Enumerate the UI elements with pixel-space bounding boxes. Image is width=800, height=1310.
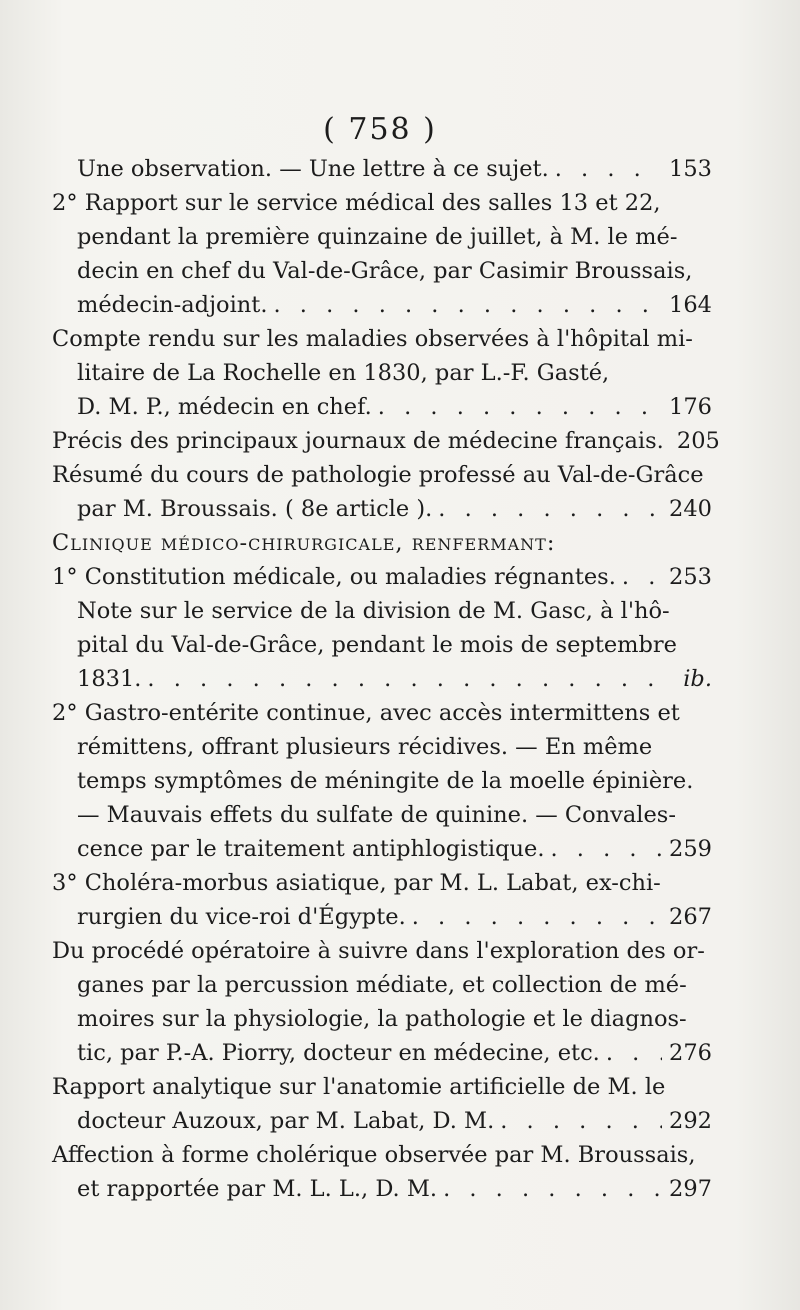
- toc-entry: [52, 934, 712, 1070]
- entry-text: litaire de La Rochelle en 1830, par L.-F. Gasté,: [77, 360, 610, 386]
- entry-text: 3° Choléra-morbus asiatique, par M. L. Labat, ex-chi-: [52, 870, 661, 896]
- entry-text: pendant la première quinzaine de juillet, à M. le mé-: [77, 224, 678, 250]
- entry-text: 1° Constitution médicale, ou maladies régnantes.: [52, 564, 616, 590]
- entry-page-number: 176: [669, 394, 712, 420]
- toc-entry: [52, 560, 712, 594]
- dot-leader: [378, 390, 662, 424]
- dot-leader: [438, 492, 662, 526]
- entry-page-number: 259: [669, 836, 712, 862]
- entry-page-number: 267: [669, 904, 712, 930]
- entry-text: moires sur la physiologie, la pathologie et le diagnos-: [77, 1006, 687, 1032]
- toc-entry: [52, 458, 712, 526]
- entry-text: tic, par P.-A. Piorry, docteur en médecine, etc.: [77, 1040, 600, 1066]
- dot-leader: [622, 560, 662, 594]
- entry-text: par M. Broussais. ( 8e article ).: [77, 496, 433, 522]
- page-number: ( 758 ): [323, 112, 437, 147]
- entry-text: Note sur le service de la division de M. Gasc, à l'hô-: [77, 598, 670, 624]
- entry-page-number: 253: [669, 564, 712, 590]
- toc-entry: [52, 1138, 712, 1206]
- toc-entry: [52, 186, 712, 322]
- entry-text: Compte rendu sur les maladies observées à l'hôpital mi-: [52, 326, 693, 352]
- entry-page-number: 164: [669, 292, 712, 318]
- entry-text: ganes par la percussion médiate, et collection de mé-: [77, 972, 687, 998]
- toc-entry: [52, 594, 712, 696]
- entry-text: docteur Auzoux, par M. Labat, D. M.: [77, 1108, 495, 1134]
- dot-leader: [273, 288, 662, 322]
- entry-text: Résumé du cours de pathologie professé au Val-de-Grâce: [52, 462, 704, 488]
- entry-text: rémittens, offrant plusieurs récidives. — En même: [77, 734, 653, 760]
- entry-text: cence par le traitement antiphlogistique.: [77, 836, 545, 862]
- entry-text: Précis des principaux journaux de médecine français.: [52, 428, 664, 454]
- entry-text: et rapportée par M. L. L., D. M.: [77, 1176, 438, 1202]
- entry-page-number: 297: [669, 1176, 712, 1202]
- dot-leader: [412, 900, 662, 934]
- entry-page-number: 276: [669, 1040, 712, 1066]
- entry-text: Affection à forme cholérique observée par M. Broussais,: [52, 1142, 696, 1168]
- entry-text: 1831.: [77, 666, 142, 692]
- entry-text: Du procédé opératoire à suivre dans l'exploration des or-: [52, 938, 705, 964]
- dot-leader: [551, 832, 663, 866]
- entry-text: — Mauvais effets du sulfate de quinine. — Convales-: [77, 802, 676, 828]
- entry-text: D. M. P., médecin en chef.: [77, 394, 372, 420]
- dot-leader: [606, 1036, 662, 1070]
- entry-text: 2° Gastro-entérite continue, avec accès intermittens et: [52, 700, 680, 726]
- entry-page-number: 205: [676, 428, 720, 454]
- entry-text: pital du Val-de-Grâce, pendant le mois de septembre: [77, 632, 677, 658]
- dot-leader: [147, 662, 662, 696]
- entry-text: Une observation. — Une lettre à ce sujet.: [77, 156, 549, 182]
- dot-leader: [443, 1172, 662, 1206]
- entry-page-number: 240: [669, 496, 712, 522]
- toc-entry: [52, 424, 720, 458]
- entry-text: temps symptômes de méningite de la moelle épinière.: [77, 768, 694, 794]
- dot-leader: [500, 1104, 662, 1138]
- dot-leader: [555, 152, 662, 186]
- table-of-contents: [52, 152, 720, 1206]
- toc-entry: [52, 322, 712, 424]
- entry-text: decin en chef du Val-de-Grâce, par Casimir Broussais,: [77, 258, 693, 284]
- toc-entry: [52, 866, 712, 934]
- section-heading: Clinique médico-chirurgicale, renfermant:: [52, 530, 556, 556]
- entry-text: 2° Rapport sur le service médical des salles 13 et 22,: [52, 190, 661, 216]
- entry-page-number: 153: [669, 156, 712, 182]
- entry-text: rurgien du vice-roi d'Égypte.: [77, 904, 406, 930]
- entry-page-number: 292: [669, 1108, 712, 1134]
- toc-entry: [52, 1070, 712, 1138]
- toc-entry: [52, 152, 712, 186]
- entry-page-number: ib.: [683, 666, 712, 692]
- entry-text: médecin-adjoint.: [77, 292, 268, 318]
- toc-entry: [52, 526, 712, 560]
- entry-text: Rapport analytique sur l'anatomie artificielle de M. le: [52, 1074, 666, 1100]
- toc-entry: [52, 696, 712, 866]
